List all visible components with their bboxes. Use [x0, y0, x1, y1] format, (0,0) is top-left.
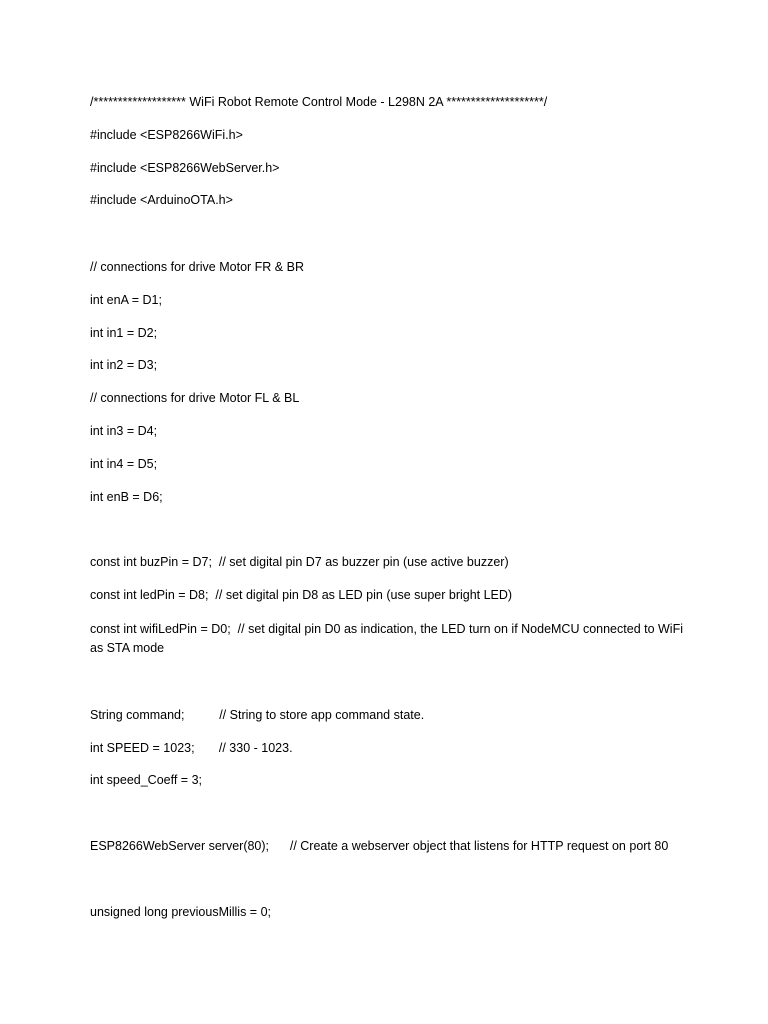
- code-line-include-webserver: #include <ESP8266WebServer.h>: [90, 161, 280, 175]
- code-line-speed-coeff: int speed_Coeff = 3;: [90, 773, 203, 787]
- code-line-webserver: ESP8266WebServer server(80); // Create a webserver object that listens for HTTP request on port 80: [90, 839, 669, 853]
- code-line-buzpin: const int buzPin = D7; // set digital pin D7 as buzzer pin (use active buzzer): [90, 555, 509, 569]
- code-line-ena: int enA = D1;: [90, 293, 162, 307]
- code-line-header-comment: /******************* WiFi Robot Remote Control Mode - L298N 2A ********************/: [90, 95, 548, 109]
- code-line-in3: int in3 = D4;: [90, 424, 158, 438]
- code-line-include-wifi: #include <ESP8266WiFi.h>: [90, 128, 243, 142]
- code-line-comment-motor-fr-br: // connections for drive Motor FR & BR: [90, 260, 304, 274]
- code-line-speed: int SPEED = 1023; // 330 - 1023.: [90, 741, 293, 755]
- code-line-in4: int in4 = D5;: [90, 457, 158, 471]
- code-line-comment-motor-fl-bl: // connections for drive Motor FL & BL: [90, 391, 300, 405]
- code-line-in2: int in2 = D3;: [90, 358, 158, 372]
- code-line-include-ota: #include <ArduinoOTA.h>: [90, 193, 233, 207]
- code-line-enb: int enB = D6;: [90, 490, 163, 504]
- code-line-ledpin: const int ledPin = D8; // set digital pin D8 as LED pin (use super bright LED): [90, 588, 513, 602]
- code-line-command: String command; // String to store app command state.: [90, 708, 425, 722]
- code-line-wifiledpin: const int wifiLedPin = D0; // set digital pin D0 as indication, the LED turn on if NodeMCU connected to WiFi as STA mode: [90, 622, 687, 655]
- code-line-previous-millis: unsigned long previousMillis = 0;: [90, 905, 272, 919]
- code-line-in1: int in1 = D2;: [90, 326, 158, 340]
